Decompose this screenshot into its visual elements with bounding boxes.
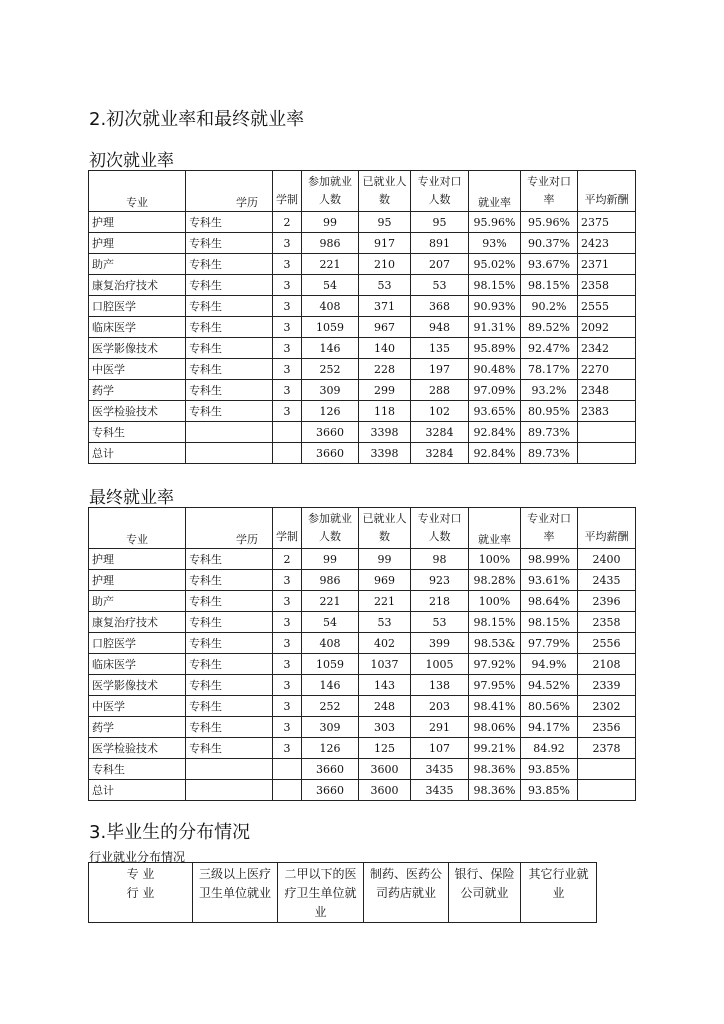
cell-degree: 专科生 <box>186 591 273 612</box>
table-row <box>89 359 636 380</box>
table-row <box>89 275 636 296</box>
cell-major: 口腔医学 <box>89 296 186 317</box>
cell-participants: 146 <box>302 675 359 696</box>
cell-participants: 3660 <box>302 759 359 780</box>
cell-participants: 126 <box>302 738 359 759</box>
table-row <box>89 675 636 696</box>
cell-employment-rate: 99.21% <box>469 738 521 759</box>
initial-employment-table <box>88 170 636 464</box>
cell-degree <box>186 780 273 801</box>
table-row <box>89 780 636 801</box>
cell-employed: 95 <box>359 212 411 233</box>
cell-employment-rate: 98.28% <box>469 570 521 591</box>
table-row <box>89 422 636 443</box>
cell-participants: 986 <box>302 233 359 254</box>
cell-participants: 3660 <box>302 443 359 464</box>
cell-major: 医学检验技术 <box>89 738 186 759</box>
cell-major: 中医学 <box>89 359 186 380</box>
table-row <box>89 296 636 317</box>
cell-matched: 138 <box>411 675 469 696</box>
cell-participants: 221 <box>302 591 359 612</box>
cell-avg-salary: 2270 <box>578 359 636 380</box>
cell-match-rate: 93.61% <box>521 570 578 591</box>
cell-degree <box>186 443 273 464</box>
cell-duration <box>273 780 302 801</box>
cell-employment-rate: 90.93% <box>469 296 521 317</box>
cell-employed: 140 <box>359 338 411 359</box>
cell-participants: 3660 <box>302 780 359 801</box>
table-row <box>89 717 636 738</box>
cell-degree: 专科生 <box>186 275 273 296</box>
section-2-title: 2.初次就业率和最终就业率 <box>89 109 305 130</box>
table-row <box>89 570 636 591</box>
cell-avg-salary <box>578 443 636 464</box>
cell-employment-rate: 90.48% <box>469 359 521 380</box>
cell-major: 护理 <box>89 570 186 591</box>
cell-degree: 专科生 <box>186 612 273 633</box>
cell-degree: 专科生 <box>186 338 273 359</box>
cell-employment-rate: 95.02% <box>469 254 521 275</box>
cell-employed: 402 <box>359 633 411 654</box>
cell-matched: 207 <box>411 254 469 275</box>
cell-duration: 3 <box>273 717 302 738</box>
header-tier3-hospitals: 三级以上医疗卫生单位就业 <box>193 863 278 923</box>
header-pharma: 制药、医药公司药店就业 <box>364 863 449 923</box>
cell-matched: 1005 <box>411 654 469 675</box>
cell-employment-rate: 98.41% <box>469 696 521 717</box>
cell-major: 康复治疗技术 <box>89 275 186 296</box>
cell-major: 护理 <box>89 212 186 233</box>
cell-employment-rate: 98.06% <box>469 717 521 738</box>
header-degree: 学历 <box>186 171 273 212</box>
table-row <box>89 254 636 275</box>
corner-cell <box>89 863 193 923</box>
cell-employed: 210 <box>359 254 411 275</box>
cell-employment-rate: 97.09% <box>469 380 521 401</box>
cell-employed: 371 <box>359 296 411 317</box>
cell-employment-rate: 91.31% <box>469 317 521 338</box>
cell-duration: 3 <box>273 696 302 717</box>
table-row <box>89 443 636 464</box>
cell-match-rate: 78.17% <box>521 359 578 380</box>
cell-avg-salary: 2342 <box>578 338 636 359</box>
cell-employment-rate: 98.53& <box>469 633 521 654</box>
cell-matched: 53 <box>411 612 469 633</box>
cell-degree: 专科生 <box>186 738 273 759</box>
cell-avg-salary: 2556 <box>578 633 636 654</box>
cell-duration: 3 <box>273 738 302 759</box>
cell-match-rate: 98.15% <box>521 612 578 633</box>
cell-matched: 948 <box>411 317 469 338</box>
cell-employed: 3600 <box>359 759 411 780</box>
cell-employment-rate: 95.89% <box>469 338 521 359</box>
cell-major: 康复治疗技术 <box>89 612 186 633</box>
cell-degree: 专科生 <box>186 233 273 254</box>
cell-degree: 专科生 <box>186 296 273 317</box>
distribution-caption: 行业就业分布情况 <box>89 850 186 864</box>
cell-major: 药学 <box>89 380 186 401</box>
cell-employed: 118 <box>359 401 411 422</box>
table-row <box>89 696 636 717</box>
cell-degree: 专科生 <box>186 633 273 654</box>
cell-matched: 891 <box>411 233 469 254</box>
corner-bottom-label: 行 业 <box>126 886 155 900</box>
header-avg-salary: 平均薪酬 <box>578 508 636 549</box>
table-row <box>89 549 636 570</box>
cell-matched: 288 <box>411 380 469 401</box>
cell-major: 药学 <box>89 717 186 738</box>
cell-participants: 1059 <box>302 654 359 675</box>
industry-distribution-table <box>88 862 597 923</box>
table-row <box>89 380 636 401</box>
cell-matched: 923 <box>411 570 469 591</box>
cell-avg-salary <box>578 759 636 780</box>
cell-avg-salary <box>578 780 636 801</box>
cell-match-rate: 90.2% <box>521 296 578 317</box>
cell-match-rate: 93.2% <box>521 380 578 401</box>
cell-employed: 99 <box>359 549 411 570</box>
cell-employment-rate: 97.92% <box>469 654 521 675</box>
cell-employment-rate: 93% <box>469 233 521 254</box>
header-matched: 专业对口人数 <box>411 508 469 549</box>
cell-participants: 54 <box>302 275 359 296</box>
cell-avg-salary: 2348 <box>578 380 636 401</box>
cell-degree: 专科生 <box>186 654 273 675</box>
cell-matched: 3284 <box>411 443 469 464</box>
header-degree: 学历 <box>186 508 273 549</box>
cell-employment-rate: 98.15% <box>469 275 521 296</box>
cell-avg-salary: 2339 <box>578 675 636 696</box>
table-row <box>89 233 636 254</box>
table-row <box>89 401 636 422</box>
cell-major: 助产 <box>89 254 186 275</box>
cell-duration: 3 <box>273 254 302 275</box>
cell-duration: 3 <box>273 401 302 422</box>
cell-major: 总计 <box>89 443 186 464</box>
cell-avg-salary: 2383 <box>578 401 636 422</box>
header-major: 专业 <box>89 171 186 212</box>
cell-employed: 299 <box>359 380 411 401</box>
cell-avg-salary: 2555 <box>578 296 636 317</box>
cell-participants: 221 <box>302 254 359 275</box>
cell-degree: 专科生 <box>186 549 273 570</box>
cell-matched: 399 <box>411 633 469 654</box>
cell-duration: 2 <box>273 212 302 233</box>
cell-matched: 135 <box>411 338 469 359</box>
cell-matched: 3435 <box>411 780 469 801</box>
cell-matched: 3284 <box>411 422 469 443</box>
cell-match-rate: 98.64% <box>521 591 578 612</box>
cell-duration: 3 <box>273 338 302 359</box>
cell-match-rate: 93.85% <box>521 780 578 801</box>
table-row <box>89 759 636 780</box>
cell-employment-rate: 100% <box>469 591 521 612</box>
table-row <box>89 338 636 359</box>
cell-employed: 221 <box>359 591 411 612</box>
cell-employed: 125 <box>359 738 411 759</box>
cell-avg-salary: 2358 <box>578 275 636 296</box>
cell-avg-salary: 2356 <box>578 717 636 738</box>
cell-major: 医学影像技术 <box>89 338 186 359</box>
cell-participants: 408 <box>302 633 359 654</box>
final-table-title: 最终就业率 <box>89 488 174 508</box>
cell-major: 护理 <box>89 233 186 254</box>
cell-matched: 368 <box>411 296 469 317</box>
cell-duration: 3 <box>273 359 302 380</box>
cell-duration: 3 <box>273 675 302 696</box>
final-employment-table <box>88 507 636 801</box>
cell-major: 护理 <box>89 549 186 570</box>
cell-major: 总计 <box>89 780 186 801</box>
cell-degree: 专科生 <box>186 359 273 380</box>
cell-match-rate: 94.52% <box>521 675 578 696</box>
cell-degree: 专科生 <box>186 570 273 591</box>
cell-employed: 143 <box>359 675 411 696</box>
cell-degree <box>186 759 273 780</box>
table-row <box>89 612 636 633</box>
cell-match-rate: 84.92 <box>521 738 578 759</box>
cell-avg-salary: 2371 <box>578 254 636 275</box>
cell-match-rate: 94.9% <box>521 654 578 675</box>
header-below-tier2-hospitals: 二甲以下的医疗卫生单位就业 <box>278 863 364 923</box>
cell-participants: 309 <box>302 717 359 738</box>
cell-matched: 102 <box>411 401 469 422</box>
cell-employed: 917 <box>359 233 411 254</box>
cell-match-rate: 80.56% <box>521 696 578 717</box>
cell-degree: 专科生 <box>186 254 273 275</box>
cell-participants: 126 <box>302 401 359 422</box>
header-matched: 专业对口人数 <box>411 171 469 212</box>
cell-employed: 969 <box>359 570 411 591</box>
cell-participants: 99 <box>302 549 359 570</box>
cell-duration <box>273 759 302 780</box>
cell-degree: 专科生 <box>186 317 273 338</box>
cell-major: 专科生 <box>89 759 186 780</box>
cell-employment-rate: 98.36% <box>469 780 521 801</box>
cell-match-rate: 80.95% <box>521 401 578 422</box>
cell-participants: 252 <box>302 696 359 717</box>
cell-employed: 3600 <box>359 780 411 801</box>
cell-participants: 54 <box>302 612 359 633</box>
cell-major: 医学影像技术 <box>89 675 186 696</box>
cell-duration: 3 <box>273 612 302 633</box>
cell-employed: 3398 <box>359 443 411 464</box>
cell-degree: 专科生 <box>186 380 273 401</box>
header-employment-rate: 就业率 <box>469 508 521 549</box>
cell-duration: 3 <box>273 233 302 254</box>
cell-employed: 53 <box>359 275 411 296</box>
cell-matched: 291 <box>411 717 469 738</box>
cell-participants: 309 <box>302 380 359 401</box>
cell-matched: 203 <box>411 696 469 717</box>
cell-employed: 967 <box>359 317 411 338</box>
cell-major: 医学检验技术 <box>89 401 186 422</box>
cell-employment-rate: 95.96% <box>469 212 521 233</box>
cell-major: 中医学 <box>89 696 186 717</box>
cell-duration <box>273 422 302 443</box>
table-row <box>89 591 636 612</box>
table-header-row <box>89 171 636 212</box>
cell-employed: 303 <box>359 717 411 738</box>
cell-avg-salary: 2092 <box>578 317 636 338</box>
cell-avg-salary: 2358 <box>578 612 636 633</box>
cell-employed: 248 <box>359 696 411 717</box>
cell-employed: 3398 <box>359 422 411 443</box>
cell-major: 助产 <box>89 591 186 612</box>
cell-major: 口腔医学 <box>89 633 186 654</box>
header-participants: 参加就业人数 <box>302 508 359 549</box>
cell-match-rate: 97.79% <box>521 633 578 654</box>
header-avg-salary: 平均新酬 <box>578 171 636 212</box>
cell-degree <box>186 422 273 443</box>
cell-degree: 专科生 <box>186 696 273 717</box>
cell-match-rate: 93.67% <box>521 254 578 275</box>
header-employed: 已就业人数 <box>359 508 411 549</box>
header-employment-rate: 就业率 <box>469 171 521 212</box>
header-major: 专业 <box>89 508 186 549</box>
cell-matched: 197 <box>411 359 469 380</box>
cell-match-rate: 94.17% <box>521 717 578 738</box>
corner-top-label: 专 业 <box>126 867 155 881</box>
cell-avg-salary <box>578 422 636 443</box>
cell-match-rate: 98.15% <box>521 275 578 296</box>
cell-major: 临床医学 <box>89 654 186 675</box>
cell-duration: 3 <box>273 654 302 675</box>
cell-matched: 3435 <box>411 759 469 780</box>
table-row <box>89 654 636 675</box>
table-row <box>89 212 636 233</box>
cell-duration: 3 <box>273 275 302 296</box>
cell-avg-salary: 2375 <box>578 212 636 233</box>
cell-employment-rate: 98.15% <box>469 612 521 633</box>
cell-avg-salary: 2108 <box>578 654 636 675</box>
cell-matched: 53 <box>411 275 469 296</box>
cell-duration <box>273 443 302 464</box>
cell-employment-rate: 98.36% <box>469 759 521 780</box>
cell-employed: 228 <box>359 359 411 380</box>
cell-degree: 专科生 <box>186 401 273 422</box>
cell-degree: 专科生 <box>186 717 273 738</box>
section-3-title: 3.毕业生的分布情况 <box>89 822 251 843</box>
cell-matched: 107 <box>411 738 469 759</box>
cell-employed: 53 <box>359 612 411 633</box>
cell-participants: 986 <box>302 570 359 591</box>
cell-match-rate: 93.85% <box>521 759 578 780</box>
header-match-rate: 专业对口率 <box>521 508 578 549</box>
cell-participants: 1059 <box>302 317 359 338</box>
table-header-row <box>89 863 597 923</box>
cell-duration: 2 <box>273 549 302 570</box>
cell-match-rate: 89.52% <box>521 317 578 338</box>
cell-employment-rate: 92.84% <box>469 422 521 443</box>
cell-avg-salary: 2302 <box>578 696 636 717</box>
cell-matched: 218 <box>411 591 469 612</box>
cell-match-rate: 92.47% <box>521 338 578 359</box>
cell-match-rate: 95.96% <box>521 212 578 233</box>
header-bank-insurance: 银行、保险公司就业 <box>449 863 521 923</box>
cell-match-rate: 90.37% <box>521 233 578 254</box>
header-participants: 参加就业人数 <box>302 171 359 212</box>
cell-matched: 95 <box>411 212 469 233</box>
cell-participants: 408 <box>302 296 359 317</box>
cell-employment-rate: 93.65% <box>469 401 521 422</box>
cell-avg-salary: 2396 <box>578 591 636 612</box>
cell-duration: 3 <box>273 570 302 591</box>
cell-match-rate: 89.73% <box>521 422 578 443</box>
cell-participants: 3660 <box>302 422 359 443</box>
table-row <box>89 317 636 338</box>
initial-table-title: 初次就业率 <box>89 151 174 171</box>
cell-duration: 3 <box>273 317 302 338</box>
header-duration: 学制 <box>273 508 302 549</box>
cell-avg-salary: 2400 <box>578 549 636 570</box>
header-other-industries: 其它行业就业 <box>521 863 597 923</box>
cell-duration: 3 <box>273 591 302 612</box>
cell-participants: 252 <box>302 359 359 380</box>
table-row <box>89 738 636 759</box>
cell-avg-salary: 2435 <box>578 570 636 591</box>
cell-degree: 专科生 <box>186 675 273 696</box>
header-duration: 学制 <box>273 171 302 212</box>
cell-match-rate: 89.73% <box>521 443 578 464</box>
table-header-row <box>89 508 636 549</box>
cell-degree: 专科生 <box>186 212 273 233</box>
cell-employment-rate: 100% <box>469 549 521 570</box>
cell-avg-salary: 2378 <box>578 738 636 759</box>
cell-duration: 3 <box>273 380 302 401</box>
cell-match-rate: 98.99% <box>521 549 578 570</box>
cell-matched: 98 <box>411 549 469 570</box>
cell-major: 临床医学 <box>89 317 186 338</box>
cell-major: 专科生 <box>89 422 186 443</box>
cell-employed: 1037 <box>359 654 411 675</box>
cell-participants: 99 <box>302 212 359 233</box>
cell-employment-rate: 97.95% <box>469 675 521 696</box>
table-row <box>89 633 636 654</box>
header-match-rate: 专业对口率 <box>521 171 578 212</box>
header-employed: 已就业人数 <box>359 171 411 212</box>
cell-avg-salary: 2423 <box>578 233 636 254</box>
cell-duration: 3 <box>273 296 302 317</box>
cell-duration: 3 <box>273 633 302 654</box>
cell-employment-rate: 92.84% <box>469 443 521 464</box>
cell-participants: 146 <box>302 338 359 359</box>
